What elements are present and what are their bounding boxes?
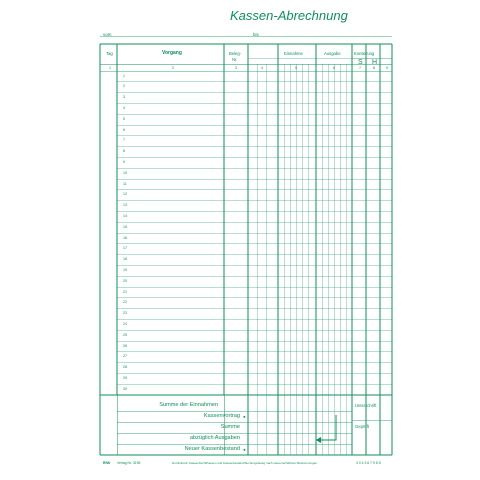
from-label: vom	[103, 32, 112, 37]
publisher-number: Verlag Nr. 3198	[117, 461, 141, 465]
row-number: 30	[123, 386, 127, 391]
column-number: 8	[373, 66, 375, 70]
form-title: Kassen-Abrechnung	[230, 8, 348, 23]
row-number: 23	[123, 311, 127, 316]
row-number: 13	[123, 203, 127, 208]
summary-einnahmen: Summe der Einnahmen	[159, 402, 218, 408]
row-number: 3	[123, 95, 125, 100]
row-number: 4	[123, 105, 125, 110]
form-code: 3 0 4 3 6 7 9 8 D	[356, 461, 382, 465]
column-number: 9	[386, 66, 388, 70]
row-number: 25	[123, 332, 127, 337]
row-number: 10	[123, 170, 127, 175]
row-number: 18	[123, 257, 127, 262]
row-number: 1	[123, 73, 125, 78]
row-number: 28	[123, 365, 127, 370]
header-beleg-2: Nr.	[232, 57, 238, 62]
header-ausgabe: Ausgabe	[324, 51, 341, 56]
row-number: 2	[123, 84, 125, 89]
row-number: 19	[123, 267, 127, 272]
publisher-logo: RNK	[103, 461, 111, 465]
row-number: 26	[123, 343, 127, 348]
row-number: 14	[123, 213, 127, 218]
column-number: 7	[359, 66, 361, 70]
row-number: 17	[123, 246, 127, 251]
header-tag: Tag	[106, 51, 113, 56]
column-number: 6	[333, 66, 335, 70]
row-number: 7	[123, 138, 125, 143]
checked-label: Geprüft	[355, 424, 369, 429]
summary-kassenvortrag: Kassenvortrag	[203, 413, 240, 419]
header-vorgang: Vorgang	[162, 50, 182, 56]
summary-summe: Summe	[220, 424, 240, 430]
header-soll: S	[358, 59, 363, 66]
column-number: 1	[109, 66, 111, 70]
footer-description: Durchdruck: Kassenbuch/Kassen und Kassenbestand Buchungsbeleg nach steuerrechtlichen Bestimmungen	[172, 461, 318, 465]
signature-label: Unterschrift	[355, 403, 377, 408]
row-number: 12	[123, 192, 127, 197]
column-number: 5	[295, 66, 297, 70]
row-number: 24	[123, 321, 127, 326]
header-haben: H	[372, 59, 378, 66]
row-number: 6	[123, 127, 125, 132]
header-einnahme: Einnahme	[284, 51, 303, 56]
column-number: 3	[235, 66, 237, 70]
row-number: 9	[123, 159, 125, 164]
summary-kassenbestand: Neuer Kassenbestand	[184, 446, 240, 452]
row-number: 22	[123, 300, 127, 305]
summary-ausgaben: abzüglich Ausgaben	[189, 435, 240, 441]
header-kontierung: Kontierung	[354, 51, 375, 56]
carry-arrow-icon: ◄	[242, 414, 246, 419]
row-number: 27	[123, 354, 127, 359]
row-number: 21	[123, 289, 127, 294]
row-number: 16	[123, 235, 127, 240]
row-number: 15	[123, 224, 127, 229]
row-number: 5	[123, 116, 125, 121]
header-beleg-1: Beleg-	[229, 51, 242, 56]
row-number: 8	[123, 149, 125, 154]
carry-arrow-icon: ◄	[242, 447, 246, 452]
row-number: 11	[123, 181, 127, 186]
column-number: 2	[172, 66, 174, 70]
column-number: 4	[261, 66, 263, 70]
row-number: 29	[123, 375, 127, 380]
to-label: bis	[253, 32, 259, 37]
row-number: 20	[123, 278, 127, 283]
